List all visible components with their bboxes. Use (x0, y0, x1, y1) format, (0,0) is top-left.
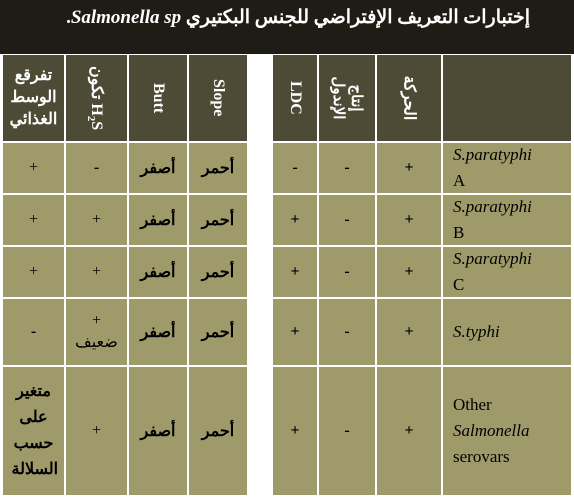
cell-r4-butt: أصفر (128, 366, 188, 496)
cell-r2-media: + (2, 246, 65, 298)
header-h2s-label: تكون $H_2S$ (85, 65, 106, 131)
cell-r2-species (442, 246, 572, 298)
cell-r3-media: - (2, 298, 65, 366)
header-slope (188, 54, 248, 142)
cell-r1-slope: أحمر (188, 194, 248, 246)
cell-r1-indole: - (318, 194, 376, 246)
cell-r1-species (442, 194, 572, 246)
header-butt-label: Butt (150, 82, 167, 114)
species-name (453, 392, 530, 470)
cell-r1-motility: + (376, 194, 442, 246)
species-name (453, 246, 532, 298)
title-latin: Salmonella sp (70, 7, 182, 28)
cell-r4-species (442, 366, 572, 496)
species-suffix: serovars (453, 447, 510, 466)
cell-r1-h2s: + (65, 194, 128, 246)
cell-r1-butt: أصفر (128, 194, 188, 246)
header-species (442, 54, 572, 142)
cell-r4-indole: - (318, 366, 376, 496)
header-ldc-label: LDC (287, 81, 304, 115)
title-arabic: إختبارات التعريف الإفتراضي للجنس البكتيري (185, 7, 530, 28)
header-motility-label: الحركة (399, 75, 417, 121)
species-italic: S.typhi (453, 322, 500, 341)
species-italic: S.paratyphi (453, 145, 532, 164)
cell-r4-slope: أحمر (188, 366, 248, 496)
species-italic: S.paratyphi (453, 197, 532, 216)
cell-r0-motility: + (376, 142, 442, 194)
cell-r1-media: + (2, 194, 65, 246)
cell-r4-motility: + (376, 366, 442, 496)
cell-r0-ldc: - (272, 142, 318, 194)
table-title (66, 6, 530, 29)
cell-r4-h2s: + (65, 366, 128, 496)
table-divider (248, 54, 272, 502)
cell-r2-butt: أصفر (128, 246, 188, 298)
cell-r3-species (442, 298, 572, 366)
header-slope-label: Slope (210, 79, 227, 117)
header-indole-label: إنتاج الإندول (330, 76, 364, 120)
cell-r2-indole: - (318, 246, 376, 298)
cell-r2-motility: + (376, 246, 442, 298)
cell-r3-slope: أحمر (188, 298, 248, 366)
header-butt (128, 54, 188, 142)
cell-r0-butt: أصفر (128, 142, 188, 194)
cell-r0-indole: - (318, 142, 376, 194)
species-name (453, 319, 500, 345)
species-italic: Salmonella (453, 421, 530, 440)
header-media-rupture (2, 54, 65, 142)
cell-r3-h2s: + ضعيف (65, 298, 128, 366)
cell-r4-ldc: + (272, 366, 318, 496)
species-suffix: B (453, 223, 465, 242)
cell-r0-slope: أحمر (188, 142, 248, 194)
species-italic: S.paratyphi (453, 249, 532, 268)
cell-r2-ldc: + (272, 246, 318, 298)
header-motility (376, 54, 442, 142)
cell-r0-species (442, 142, 572, 194)
cell-r3-ldc: + (272, 298, 318, 366)
title-bar (0, 0, 574, 54)
cell-r3-motility: + (376, 298, 442, 366)
cell-r4-media-text: متغير على حسب السلالة (11, 383, 59, 478)
species-name (453, 194, 532, 246)
species-prefix: Other (453, 395, 492, 414)
header-media-rupture-label: تفرقع الوسط الغذائي (9, 67, 58, 128)
cell-r4-media (2, 366, 65, 496)
title-punct: . (66, 7, 71, 28)
header-h2s (65, 54, 128, 142)
cell-r2-h2s: + (65, 246, 128, 298)
cell-r0-media: + (2, 142, 65, 194)
cell-r1-ldc: + (272, 194, 318, 246)
cell-r3-indole: - (318, 298, 376, 366)
cell-r3-butt: أصفر (128, 298, 188, 366)
cell-r2-slope: أحمر (188, 246, 248, 298)
species-suffix: C (453, 275, 465, 294)
species-suffix: A (453, 171, 466, 190)
cell-r0-h2s: - (65, 142, 128, 194)
header-indole (318, 54, 376, 142)
species-name (453, 142, 532, 194)
header-ldc (272, 54, 318, 142)
